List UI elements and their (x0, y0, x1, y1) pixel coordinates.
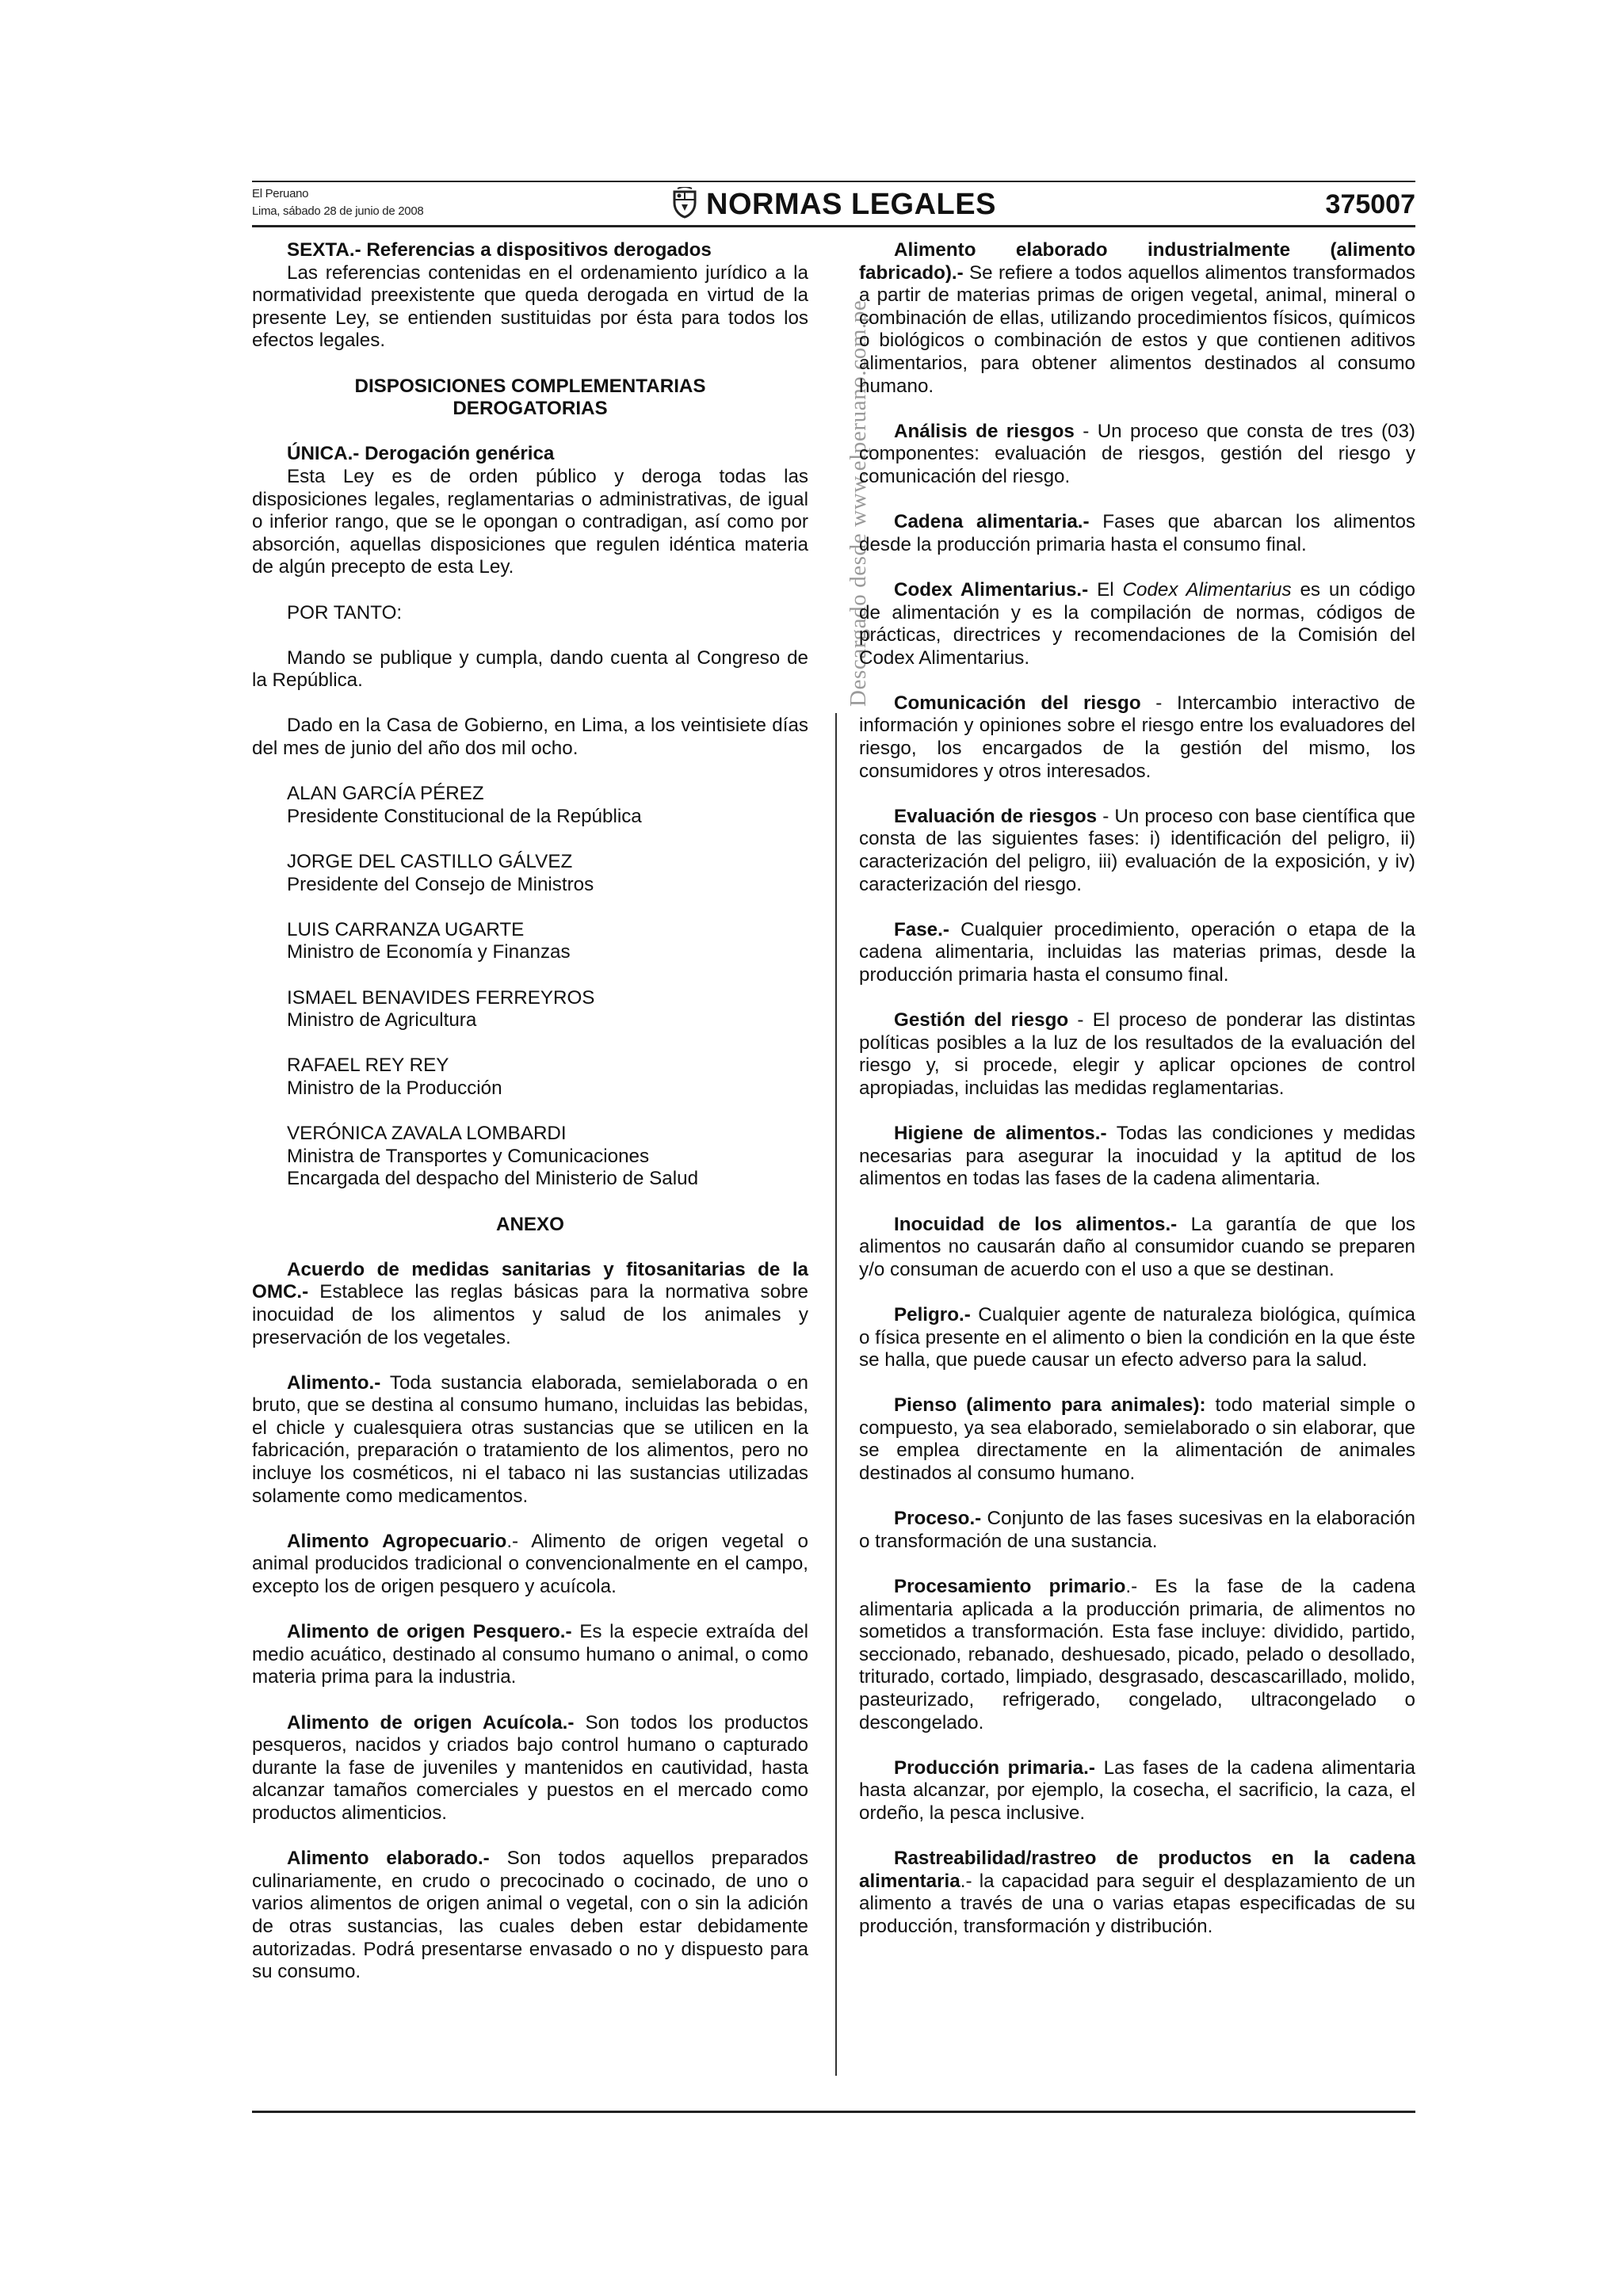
definition-text: Todas las condiciones y medidas necesarias para asegurar la inocuidad y la aptitud de los alimentos en todas las fases de la cadena alimentaria. (859, 1123, 1415, 1190)
publication-name: El Peruano (252, 187, 309, 200)
watermark-text: Descargado desde www.elperuano.com.pe (846, 299, 871, 707)
signatory-name: JORGE DEL CASTILLO GÁLVEZ (287, 851, 573, 873)
definition-text: Conjunto de las fases sucesivas en la elaboración o transformación de una sustancia. (859, 1508, 1415, 1552)
left-column (252, 239, 808, 2006)
signatory-title: Ministro de la Producción (287, 1077, 502, 1099)
signatory-title: Presidente del Consejo de Ministros (287, 873, 594, 895)
page-number: 375007 (1325, 189, 1415, 219)
definition (859, 1576, 1415, 1734)
sexta-title: SEXTA.- Referencias a dispositivos derogados (287, 239, 712, 261)
definition-text: .- Alimento de origen vegetal o animal producidos tradicional o convencionalmente en el campo, excepto los de origen pesquero y acuícola. (252, 1530, 808, 1598)
definition (859, 919, 1415, 987)
definition-text: Son todos aquellos preparados culinariamente, en crudo o precocinado o cocinado, de uno o varios alimentos de origen animal o vegetal, con o sin la adición de otras sustancias, las cuales deben estar debidamente autorizadas. Podrá presentarse envasado o no y dispuesto para su consumo. (252, 1848, 808, 1983)
definition-text: Son todos los productos pesqueros, nacidos y criados bajo control humano o capturado durante la fase de juveniles y mantenidos en cautividad, hasta alcanzar tamaños comerciales y puestos en el mercado como productos alimenticios. (252, 1711, 808, 1824)
definition-term: Peligro.- (894, 1303, 971, 1325)
publication-date: Lima, sábado 28 de junio de 2008 (252, 204, 424, 218)
definition-term: Pienso (alimento para animales): (894, 1394, 1206, 1417)
definition-term: Rastreabilidad/rastreo de productos en la cadena alimentaria (859, 1848, 1415, 1892)
definition-text: Las fases de la cadena alimentaria hasta alcanzar, por ejemplo, la cosecha, el sacrificio, la caza, el ordeño, la pesca inclusive. (859, 1756, 1415, 1824)
download-watermark (817, 238, 871, 713)
signatory-name: ISMAEL BENAVIDES FERREYROS (287, 986, 595, 1009)
unica-title: ÚNICA.- Derogación genérica (287, 443, 555, 465)
anexo-heading: ANEXO (495, 1213, 564, 1235)
definition-text: Es la especie extraída del medio acuático, destinado al consumo humano o animal, o como materia prima para la industria. (252, 1621, 808, 1688)
definition (859, 1304, 1415, 1372)
definition (252, 1712, 808, 1825)
definition-term: Alimento de origen Pesquero.- (287, 1621, 572, 1643)
definition-text: Cualquier procedimiento, operación o etapa de la cadena alimentaria, incluidas las materias primas, desde la producción primaria hasta el consumo final. (859, 918, 1415, 986)
definition (859, 1508, 1415, 1553)
definition (859, 1009, 1415, 1100)
definition-term: Acuerdo de medidas sanitarias y fitosanitarias de la OMC.- (252, 1258, 808, 1303)
definition-text: - Un proceso que consta de tres (03) componentes: evaluación de riesgos, gestión del riesgo y comunicación del riesgo. (859, 420, 1415, 487)
definition-text: todo material simple o compuesto, ya sea elaborado, semielaborado o sin elaborar, que se emplea directamente en la alimentación de animales destinados al consumo humano. (859, 1394, 1415, 1485)
definition (252, 1259, 808, 1349)
signatory (287, 1123, 808, 1191)
definition (252, 1531, 808, 1599)
definition-text: Cualquier agente de naturaleza biológica, química o física presente en el alimento o bien la condición en la que éste se halla, que puede causar un efecto adverso para la salud. (859, 1303, 1415, 1371)
header-top-rule (252, 181, 1415, 182)
definition (252, 1621, 808, 1689)
definition (859, 1394, 1415, 1485)
definition-term: Alimento elaborado industrialmente (alimento fabricado).- (859, 239, 1415, 284)
signatory (287, 1055, 808, 1100)
definition-term: Alimento de origen Acuícola.- (287, 1711, 575, 1733)
right-column (859, 239, 1415, 1961)
definition-text: es un código de alimentación y es la compilación de normas, códigos de prácticas, directrices y recomendaciones de la Comisión del Codex Alimentarius. (859, 578, 1416, 669)
definition-term: Análisis de riesgos (894, 420, 1075, 442)
definition-text: .- Es la fase de la cadena alimentaria aplicada a la producción primaria, de alimentos no sometidos a transformación. Esta fase incluye: dividido, partido, seccionado, rebanado, deshuesado, picado, pelado o desollado, triturado, cortado, limpiado, desgrasado, descascarillado, molido, pasteurizado, refrigerado, congelado, ultracongelado o descongelado. (859, 1576, 1415, 1733)
definition-term: Comunicación del riesgo (894, 692, 1141, 714)
definition-text: Se refiere a todos aquellos alimentos transformados a partir de materias primas de origen vegetal, animal, mineral o combinación de ellas, utilizando procedimientos físicos, químicos o biológicos o combinación de estos y que contienen aditivos alimentarios, para obtener alimentos destinados al consumo humano. (859, 261, 1415, 397)
signatory-name: RAFAEL REY REY (287, 1055, 449, 1077)
definition-codex (859, 579, 1415, 669)
footer-rule (252, 2111, 1415, 2113)
section-title (252, 187, 1415, 222)
signatory-name: VERÓNICA ZAVALA LOMBARDI (287, 1123, 567, 1145)
definition-text: La garantía de que los alimentos no causarán daño al consumidor cuando se preparen y/o consuman de acuerdo con el uso a que se destinan. (859, 1213, 1415, 1280)
definition (859, 692, 1415, 783)
signatory (287, 919, 808, 964)
definition-text: Toda sustancia elaborada, semielaborada o en bruto, que se destina al consumo humano, incluidas las bebidas, el chicle y cualesquiera otras sustancias que se utilicen en la fabricación, preparación o tratamiento de los alimentos, pero no incluye los cosméticos, ni el tabaco ni las sustancias utilizadas solamente como medicamentos. (252, 1371, 808, 1507)
definition-term: Producción primaria.- (894, 1756, 1095, 1779)
definition-term: Cadena alimentaria.- (894, 511, 1090, 533)
definition-term: Gestión del riesgo (894, 1009, 1069, 1032)
signatory (287, 851, 808, 896)
definition-term: Proceso.- (894, 1508, 982, 1530)
signatory-name: LUIS CARRANZA UGARTE (287, 918, 525, 940)
definition (252, 1848, 808, 1984)
disposiciones-heading (252, 376, 808, 421)
definition (859, 1848, 1415, 1938)
definition (859, 421, 1415, 489)
definition (859, 239, 1415, 398)
section-title-text: NORMAS LEGALES (706, 188, 996, 221)
definition-term: Codex Alimentarius.- (894, 578, 1089, 601)
definition (859, 806, 1415, 896)
signatory (287, 783, 808, 828)
definition-term: Procesamiento primario (894, 1576, 1126, 1598)
definition-term: Higiene de alimentos.- (894, 1123, 1107, 1145)
page-header (252, 181, 1415, 227)
definition-term: Alimento Agropecuario (287, 1530, 507, 1552)
por-tanto: POR TANTO: (287, 601, 403, 624)
definition-term: Evaluación de riesgos (894, 805, 1098, 827)
definition-text: - El proceso de ponderar las distintas políticas posibles a la luz de los resultados de la evaluación del riesgo y, si procede, elegir y aplicar opciones de control apropiadas, incluidas las medidas reglamentarias. (859, 1009, 1416, 1099)
definition (859, 1757, 1415, 1825)
disposiciones-heading-line1: DISPOSICIONES COMPLEMENTARIAS (354, 375, 706, 397)
definition (252, 1372, 808, 1508)
definition-text: El (1088, 578, 1123, 601)
definition-italic: Codex Alimentarius (1122, 578, 1292, 601)
signatory-title: Presidente Constitucional de la República (287, 805, 642, 827)
definition-text: .- la capacidad para seguir el desplazamiento de un alimento a través de una o varias etapas especificadas de su producción, transformación y distribución. (859, 1870, 1415, 1937)
definition-term: Alimento elaborado.- (287, 1848, 490, 1870)
definition-text: - Un proceso con base científica que consta de las siguientes fases: i) identificación del peligro, ii) caracterización del peligro, iii) evaluación de la exposición, y iv) caracterización del riesgo. (859, 805, 1415, 895)
definition-text: - Intercambio interactivo de información y opiniones sobre el riesgo entre los evaluadores del riesgo, los encargados de la gestión del mismo, los consumidores y otros interesados. (859, 692, 1415, 782)
sexta-body: Las referencias contenidas en el ordenamiento jurídico a la normatividad preexistente que queda derogada en virtud de la presente Ley, se entienden sustituidas por ésta para todos los efectos legales. (252, 261, 808, 352)
definition-text: Fases que abarcan los alimentos desde la producción primaria hasta el consumo final. (859, 511, 1415, 555)
definition-term: Alimento.- (287, 1371, 381, 1394)
signatory (287, 987, 808, 1032)
dado-paragraph: Dado en la Casa de Gobierno, en Lima, a los veintisiete días del mes de junio del año dos mil ocho. (252, 715, 808, 760)
definition-term: Fase.- (894, 918, 949, 940)
mando-paragraph: Mando se publique y cumpla, dando cuenta al Congreso de la República. (252, 646, 808, 692)
definition-term: Inocuidad de los alimentos.- (894, 1213, 1178, 1235)
column-divider (835, 713, 837, 2076)
disposiciones-heading-line2: DEROGATORIAS (453, 398, 608, 420)
signatory-title: Ministro de Agricultura (287, 1009, 477, 1032)
signatory-name: ALAN GARCÍA PÉREZ (287, 783, 484, 805)
definition (859, 511, 1415, 556)
definition (859, 1123, 1415, 1191)
signatory-title: Ministro de Economía y Finanzas (287, 941, 571, 963)
definition-text: Establece las reglas básicas para la normativa sobre inocuidad de los alimentos y salud de los animales y preservación de los vegetales. (252, 1281, 808, 1348)
coat-of-arms-icon (671, 187, 698, 219)
unica-body: Esta Ley es de orden público y deroga todas las disposiciones legales, reglamentarias o administrativas, de igual o inferior rango, que se le opongan o contradigan, así como por absorción, aquellas disposiciones que regulen idéntica materia de algún precepto de esta Ley. (252, 465, 808, 578)
definition (859, 1214, 1415, 1282)
signatory-title: Ministra de Transportes y Comunicaciones (287, 1145, 650, 1167)
header-bottom-rule (252, 225, 1415, 227)
signatory-title-secondary: Encargada del despacho del Ministerio de Salud (287, 1168, 699, 1190)
